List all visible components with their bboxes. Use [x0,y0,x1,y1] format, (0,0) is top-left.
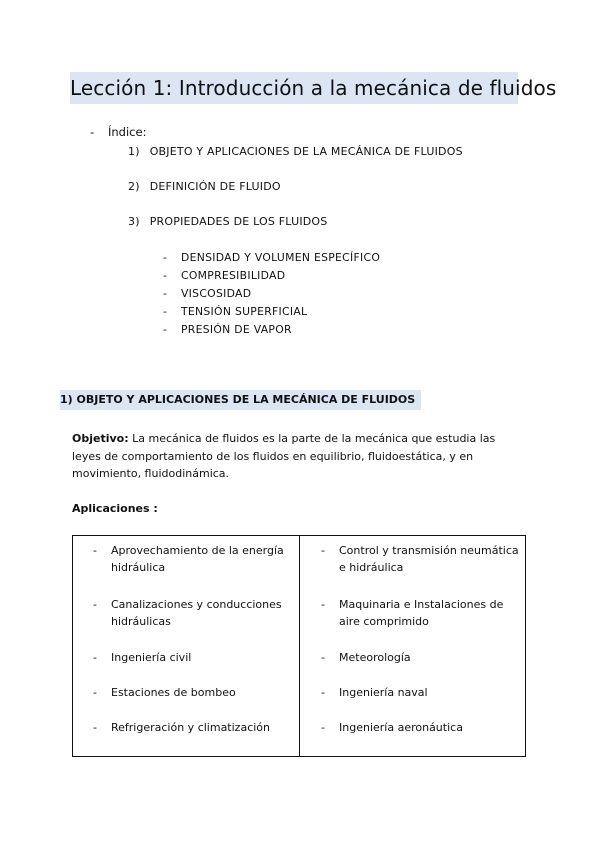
sub-item-text: PRESIÓN DE VAPOR [181,323,292,336]
sub-item-text: VISCOSIDAD [181,287,252,300]
index-label: Índice: [108,125,147,139]
toc-item [128,145,463,158]
objective-label: Objetivo: [72,432,129,445]
table-divider [299,536,300,756]
toc-number: 3) [128,215,140,228]
objective-paragraph [72,430,512,483]
applications-label: Aplicaciones : [72,502,158,515]
page-title: Lección 1: Introducción a la mecánica de fluidos [70,72,518,104]
toc-number: 2) [128,180,140,193]
toc-text: PROPIEDADES DE LOS FLUIDOS [149,215,328,228]
sub-list-item: - TENSIÓN SUPERFICIAL [163,305,308,318]
toc-item [128,180,281,193]
bullet-dash: - [90,125,95,139]
toc-number: 1) [128,145,140,158]
sub-list-item: - COMPRESIBILIDAD [163,269,286,282]
sub-list-item: - DENSIDAD Y VOLUMEN ESPECÍFICO [163,251,381,264]
sub-list-item: - PRESIÓN DE VAPOR [163,323,292,336]
applications-table: - Aprovechamiento de la energía hidráulica - Canalizaciones y conducciones hidráulicas - Ingeniería civil - Estaciones de bombeo - Refrigeración y climatización - Control y transmisión neumática e hidráulica - Maquinaria e Instalaciones de aire comprimido - Meteorología - Ingeniería naval - Ingeniería aeronáutica [72,535,526,757]
section-heading: 1) OBJETO Y APLICACIONES DE LA MECÁNICA DE FLUIDOS [60,390,421,410]
sub-item-text: COMPRESIBILIDAD [181,269,286,282]
toc-text: OBJETO Y APLICACIONES DE LA MECÁNICA DE FLUIDOS [149,145,463,158]
toc-item [128,215,327,228]
sub-item-text: DENSIDAD Y VOLUMEN ESPECÍFICO [181,251,381,264]
sub-item-text: TENSIÓN SUPERFICIAL [181,305,308,318]
toc-text: DEFINICIÓN DE FLUIDO [149,180,281,193]
objective-text: La mecánica de fluidos es la parte de la mecánica que estudia las leyes de comportamiento de los fluidos en equilibrio, fluidoestática, y en movimiento, fluidodinámica. [72,432,496,480]
sub-list-item: - VISCOSIDAD [163,287,252,300]
